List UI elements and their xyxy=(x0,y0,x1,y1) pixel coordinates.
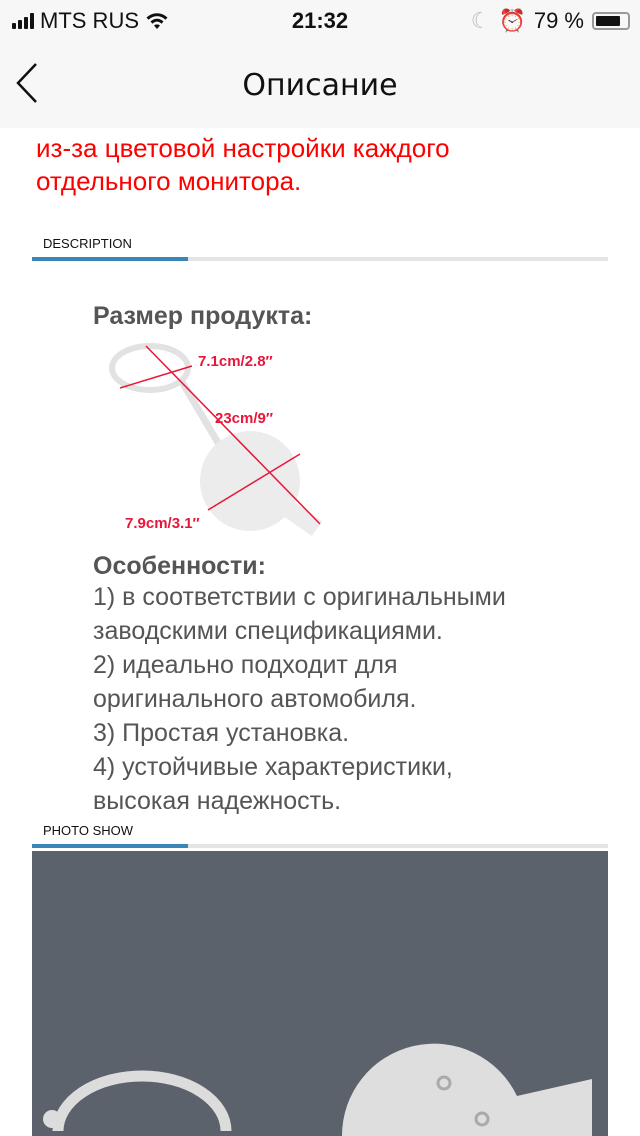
divider xyxy=(32,844,608,848)
size-heading: Размер продукта: xyxy=(93,302,313,330)
ring-dimension: 7.1cm/2.8″ xyxy=(198,353,273,370)
page-title: Описание xyxy=(242,68,398,103)
disc-dimension: 7.9cm/3.1″ xyxy=(125,515,200,532)
battery-percent: 79 % xyxy=(533,8,584,33)
carrier: MTS RUS xyxy=(40,8,139,33)
feature-line: 2) идеально подходит для xyxy=(93,651,398,679)
features-heading: Особенности: xyxy=(93,552,266,580)
feature-line: высокая надежность. xyxy=(93,787,342,815)
alarm-icon: ⏰ xyxy=(498,8,526,33)
length-dimension: 23cm/9″ xyxy=(215,410,274,427)
photo-ring xyxy=(58,1076,226,1131)
section-label: PHOTO SHOW xyxy=(43,823,134,838)
photo-section-header xyxy=(32,823,608,848)
feature-line: 3) Простая установка. xyxy=(93,719,350,747)
photo-ring-tab xyxy=(43,1110,61,1128)
status-bar xyxy=(0,0,640,42)
description-content[interactable] xyxy=(0,128,640,1136)
navigation-bar xyxy=(0,42,640,128)
clock: 21:32 xyxy=(291,8,349,33)
color-notice xyxy=(36,132,450,198)
features-list xyxy=(93,580,506,818)
feature-line: заводскими спецификациями. xyxy=(93,617,443,645)
notice-line: из-за цветовой настройки каждого xyxy=(36,133,450,163)
size-diagram xyxy=(100,338,350,538)
product-photo xyxy=(32,851,608,1136)
photo-disc xyxy=(342,1044,592,1136)
notice-line: отдельного монитора. xyxy=(36,166,302,196)
feature-line: оригинального автомобиля. xyxy=(93,685,417,713)
feature-line: 1) в соответствии с оригинальными xyxy=(93,583,506,611)
feature-line: 4) устойчивые характеристики, xyxy=(93,753,453,781)
divider xyxy=(32,257,608,261)
section-label: DESCRIPTION xyxy=(43,236,132,251)
description-section-header xyxy=(32,236,608,261)
moon-icon: ☾ xyxy=(470,8,491,33)
battery-icon xyxy=(592,12,630,30)
